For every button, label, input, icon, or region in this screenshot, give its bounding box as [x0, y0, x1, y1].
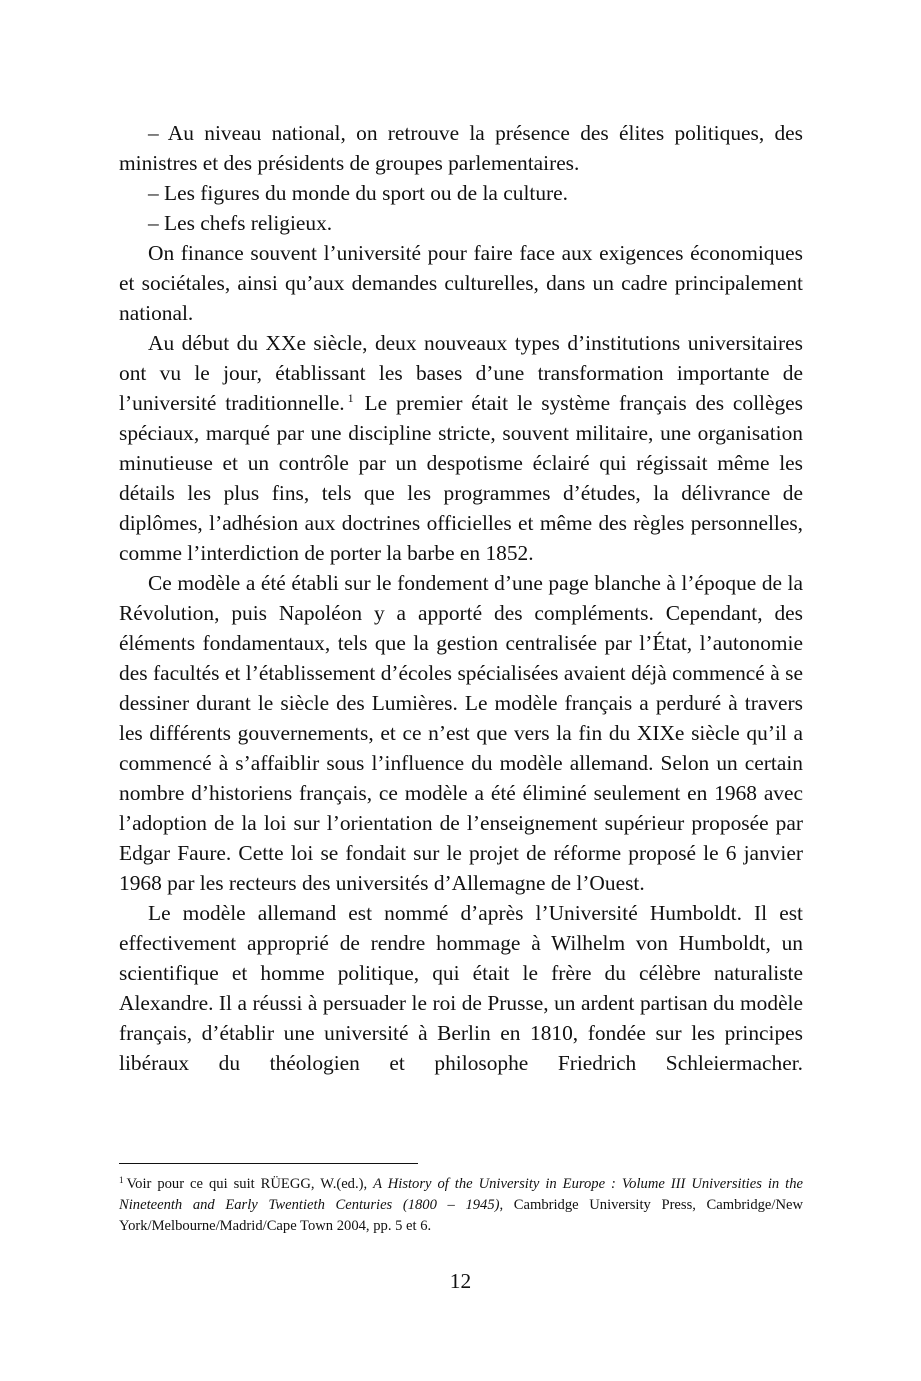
paragraph-xxe-text-end: Le premier était le système français des collèges spéciaux, marqué par une discipline stricte, souvent militaire, une organisation minutieuse et un contrôle par un despotisme éclairé qui régissait même les détails les plus fins, tels que les programmes d’études, la délivrance de diplômes, l’adhésion aux doctrines officielles et même des règles personnelles, comme l’interdiction de porter la barbe en 1852. [119, 391, 803, 565]
paragraph-religious-leaders: – Les chefs religieux. [148, 211, 333, 235]
paragraph-xxe-text-start: Au début du XXe siècle, deux nouveaux types d’institutions universitaires ont vu le jour, établissant les bases d’une transformation importante de l’université traditionnelle. [119, 331, 803, 415]
page-body [119, 118, 803, 1078]
paragraph-french-model: Ce modèle a été établi sur le fondement d’une page blanche à l’époque de la Révolution, puis Napoléon y a apporté des compléments. Cependant, des éléments fondamentaux, tels que la gestion centralisée par l’État, l’autonomie des facultés et l’établissement d’écoles spécialisées avaient déjà commencé à se dessiner durant le siècle des Lumières. Le modèle français a perduré à travers les différents gouvernements, et ce n’est que vers la fin du XIXe siècle qu’il a commencé à s’affaiblir sous l’influence du modèle allemand. Selon un certain nombre d’historiens français, ce modèle a été éliminé seulement en 1968 avec l’adoption de la loi sur l’orientation de l’enseignement supérieur proposée par Edgar Faure. Cette loi se fondait sur le projet de réforme proposé le 6 janvier 1968 par les recteurs des universités d’Allemagne de l’Ouest. [119, 571, 803, 895]
paragraph-german-model: Le modèle allemand est nommé d’après l’Université Humboldt. Il est effectivement approprié de rendre hommage à Wilhelm von Humboldt, un scientifique et homme politique, qui était le frère du célèbre naturaliste Alexandre. Il a réussi à persuader le roi de Prusse, un ardent partisan du modèle français, d’établir une université à Berlin en 1810, fondée sur les principes libéraux du théologien et philosophe Friedrich Schleiermacher. [119, 901, 803, 1075]
footnote [119, 1174, 803, 1237]
footnote-reference[interactable]: 1 [347, 391, 354, 405]
footnote-text-start: Voir pour ce qui suit RÜEGG, W.(ed.), [126, 1176, 368, 1192]
footnote-book-title: A History of the University in Europe : Volume III Universities in the Nineteenth and Early Twentieth Centuries (1800 – 1945) [119, 1176, 803, 1213]
footnote-text-end: , Cambridge University Press, Cambridge/New York/Melbourne/Madrid/Cape Town 2004, pp. 5 et 6. [119, 1197, 803, 1234]
paragraph-university-funding: On finance souvent l’université pour faire face aux exigences économiques et sociétales, ainsi qu’aux demandes culturelles, dans un cadre principalement national. [119, 241, 803, 325]
footnote-number: 1 [119, 1175, 124, 1185]
footnote-separator [119, 1163, 418, 1164]
page-number: 12 [449, 1269, 472, 1293]
paragraph-xxe-siecle [119, 328, 803, 568]
paragraph-sport-culture: – Les figures du monde du sport ou de la culture. [148, 181, 568, 205]
paragraph-national-elites: – Au niveau national, on retrouve la présence des élites politiques, des ministres et des présidents de groupes parlementaires. [119, 121, 803, 175]
